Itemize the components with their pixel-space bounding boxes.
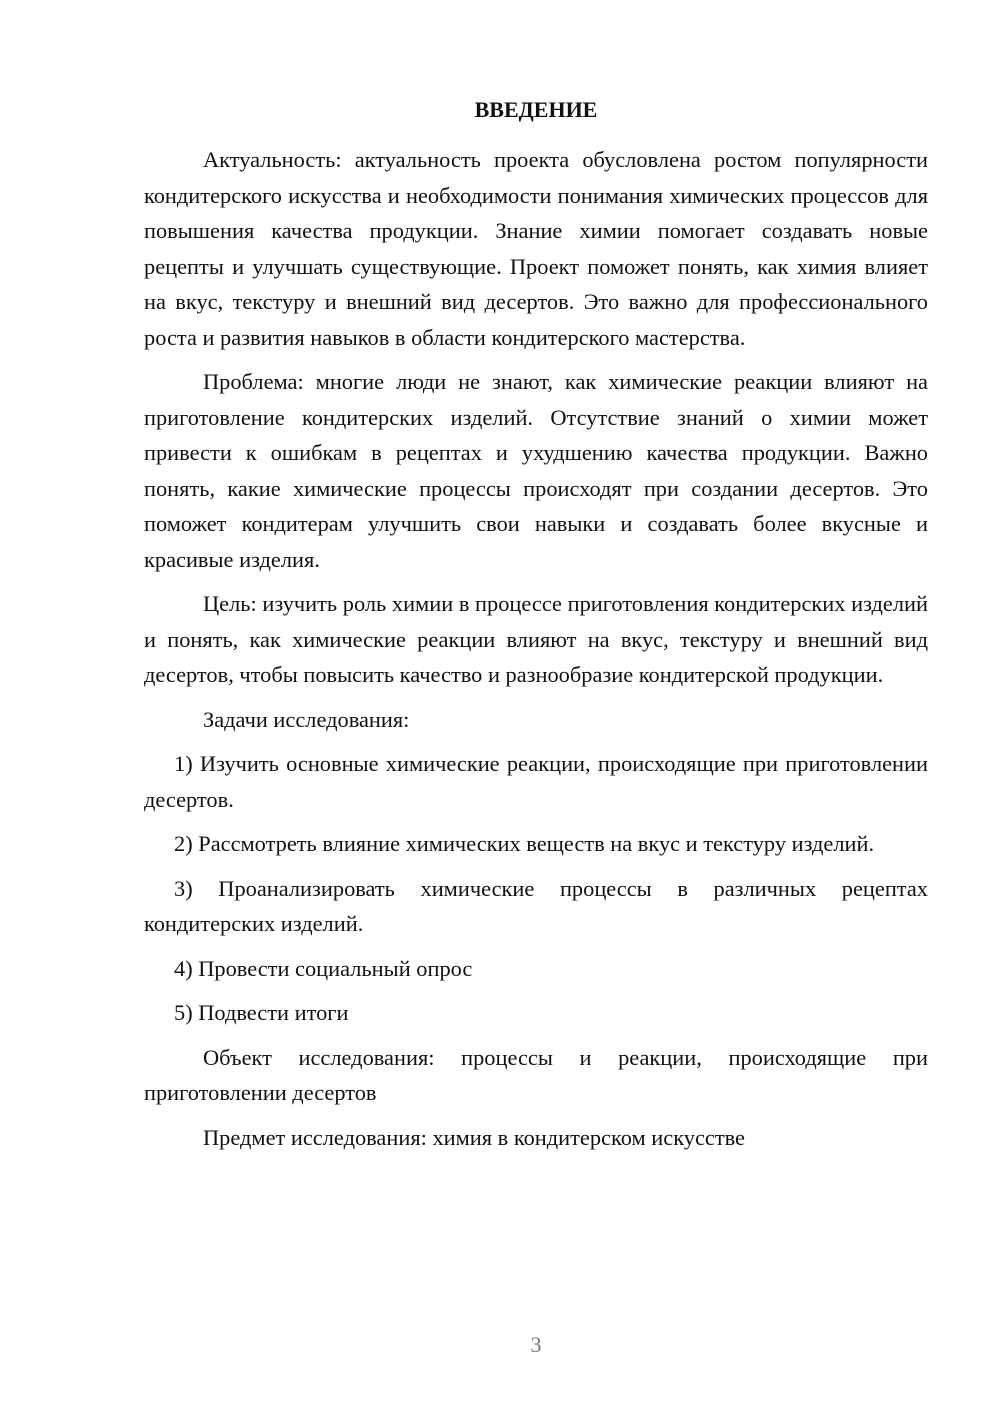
page-title: ВВЕДЕНИЕ [474,97,598,122]
relevance-paragraph: Актуальность: актуальность проекта обусловлена ростом популярности кондитерского искусства и необходимости понимания химических процессов для повышения качества продукции. Знание химии помогает создавать новые рецепты и улучшать существующие. Проект поможет понять, как химия влияет на вкус, текстуру и внешний вид десертов. Это важно для профессионального роста и развития навыков в области кондитерского мастерства. [144,147,928,350]
task-item-4: 4) Провести социальный опрос [174,955,473,981]
task-item-1: 1) Изучить основные химические реакции, происходящие при приготовлении десертов. [144,751,928,812]
tasks-heading: Задачи исследования: [203,706,410,732]
page-number: 3 [530,1332,542,1357]
document-page [144,90,928,1164]
task-item-5: 5) Подвести итоги [174,1000,349,1025]
task-item-2: 2) Рассмотреть влияние химических веществ на вкус и текстуру изделий. [174,831,875,856]
goal-paragraph: Цель: изучить роль химии в процессе приготовления кондитерских изделий и понять, как химические реакции влияют на вкус, текстуру и внешний вид десертов, чтобы повысить качество и разнообразие кондитерской продукции. [144,591,928,687]
object-paragraph: Объект исследования: процессы и реакции, происходящие при приготовлении десертов [144,1044,928,1105]
subject-paragraph: Предмет исследования: химия в кондитерском искусстве [203,1124,745,1150]
task-item-3: 3) Проанализировать химические процессы в различных рецептах кондитерских изделий. [144,875,928,936]
problem-paragraph: Проблема: многие люди не знают, как химические реакции влияют на приготовление кондитерских изделий. Отсутствие знаний о химии может привести к ошибкам в рецептах и ухудшению качества продукции. Важно понять, какие химические процессы происходят при создании десертов. Это поможет кондитерам улучшить свои навыки и создавать более вкусные и красивые изделия. [144,369,928,572]
